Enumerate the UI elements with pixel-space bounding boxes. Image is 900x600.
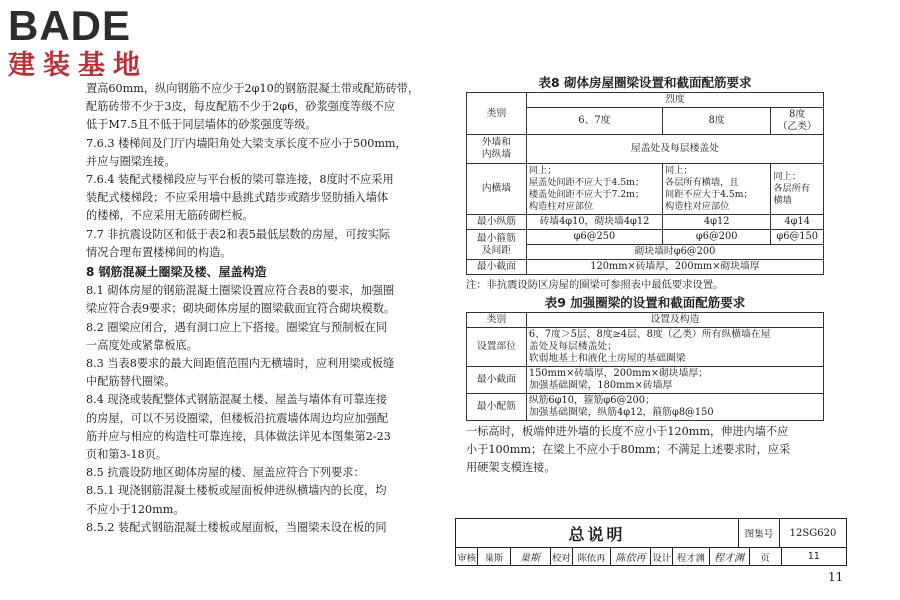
text-line: 7.6.4 装配式楼梯段应与平台板的梁可靠连接，8度时不应采用 [86,173,394,187]
table9 [466,312,824,421]
text-line: 一标高时，板端伸进外墙的长度不应小于120mm，伸进内墙不应 [466,425,789,438]
text-line: 8.2 圈梁应闭合，遇有洞口应上下搭接。圈梁宜与预制板在同 [86,320,388,334]
check-label: 校对 [551,548,573,565]
table-cell: 同上； 各层所有 横墙 [771,164,824,215]
table-header: 烈度 [526,93,823,108]
table-cell: 120mm×砖墙厚，200mm×砌块墙厚 [526,260,823,275]
text-line: 配筋砖带不少于3皮，每皮配筋不少于2φ6，砂浆强度等级不应 [86,100,395,114]
section-heading: 8 钢筋混凝土圈梁及楼、屋盖构造 [86,265,267,280]
table-cell: 砌块墙时φ6@200 [526,245,823,260]
text-line: 页和第3-18页。 [86,448,168,462]
table8 [466,92,824,275]
checker-signature: 陈依再 [611,548,651,565]
text-line: 8.4 现浇或装配整体式钢筋混凝土楼、屋盖与墙体有可靠连接 [86,393,388,407]
text-line: 一高度处或紧靠板底。 [86,338,198,352]
text-line: 8.5.1 现浇钢筋混凝土楼板或屋面板伸进纵横墙内的长度，均 [86,484,387,498]
text-line: 8.3 当表8要求的最大间距值范围内无横墙时，应利用梁或板缝 [86,357,395,371]
table-cell: 4φ14 [771,215,824,230]
reviewer-name: 巢斯 [478,548,510,565]
designer-signature: 程才渊 [710,548,750,565]
text-line: 的房屋，可以不另设圈梁，但楼板沿抗震墙体周边均应加强配 [86,411,389,425]
text-line: 置高60mm，纵向钢筋不应少于2φ10的钢筋混凝土带或配筋砖带， [86,82,420,95]
drawing-title: 总说明 [456,519,739,548]
text-line: 筋并应与相应的构造柱可靠连接，具体做法详见本图集第2-23 [86,429,391,443]
table-cell: 屋盖处及每层楼盖处 [526,135,823,164]
text-line: 不应小于120mm。 [86,502,185,516]
text-line: 7.7 非抗震设防区和低于表2和表5最低层数的房屋，可按实际 [86,227,391,241]
text-line: 情况合理布置楼梯间的构造。 [86,245,232,259]
atlas-label: 图集号 [739,519,780,548]
designer-name: 程才渊 [673,548,709,565]
table-header: 8度 （乙类） [771,108,824,135]
reviewer-signature: 巢斯 [511,548,551,565]
table-cell: φ6@250 [526,230,662,245]
table-cell: 最小箍筋 及间距 [467,230,527,260]
logo-subtitle: 建装基地 [8,50,148,81]
signature-row [456,548,846,565]
text-line: 低于M7.5且不低于同层墙体的砂浆强度等级。 [86,118,317,132]
table-cell: 砖墙4φ10，砌块墙4φ12 [526,215,662,230]
text-line: 8.5.2 装配式钢筋混凝土楼板或屋面板，当圈梁未设在板的同 [86,520,387,534]
page-number: 11 [828,570,844,584]
atlas-number: 12SG620 [780,519,846,548]
brand-logo [8,4,178,84]
table-cell: φ6@150 [771,230,824,245]
text-line: 7.6.3 楼梯间及门厅内墙阳角处大梁支承长度不应小于500mm， [86,136,407,150]
page-value: 11 [807,551,820,562]
table-cell: 纵筋6φ10，箍筋φ6@200； 加强基础圈梁，纵筋4φ12，箍筋φ8@150 [526,394,823,421]
table-cell: 同上； 屋盖处间距不应大于4.5m； 楼盖处间距不应大于7.2m； 构造柱对应部位 [526,164,662,215]
review-label: 审核 [456,548,478,565]
page-label: 页 [750,548,782,565]
table9-title: 表9 加强圈梁的设置和截面配筋要求 [544,295,746,310]
text-line: 并应与圈梁连接。 [86,154,176,168]
table-cell: 最小配筋 [467,394,527,421]
table-cell: 内横墙 [467,164,527,215]
text-line: 装配式楼梯段；不应采用墙中悬挑式踏步或踏步竖肋插入墙体 [86,191,389,205]
text-line: 8.1 砌体房屋的钢筋混凝土圈梁设置应符合表8的要求，加强圈 [86,284,395,298]
table-header: 类别 [467,313,527,328]
table8-note: 注：非抗震设防区房屋的圈梁可参照表中最低要求设置。 [466,279,724,291]
drawing-title-block [455,518,847,566]
table-header: 类别 [467,93,527,135]
table-header: 8度 [663,108,771,135]
table-cell: 最小截面 [467,367,527,394]
table-cell: 4φ12 [663,215,771,230]
table-cell: φ6@200 [663,230,771,245]
text-line: 用硬架支模连接。 [466,461,556,474]
text-line: 的楼梯，不应采用无筋砖砌栏板。 [86,209,254,223]
text-line: 中配筋替代圈梁。 [86,375,176,389]
text-line: 小于100mm；在梁上不应小于80mm；不满足上述要求时，应采 [466,443,791,456]
table-cell: 最小纵筋 [467,215,527,230]
table-cell: 设置部位 [467,328,527,367]
checker-name: 陈依再 [573,548,611,565]
table-header: 6、7度 [526,108,662,135]
table-cell: 外墙和 内纵墙 [467,135,527,164]
table-header: 设置及构造 [526,313,823,328]
right-column [466,74,824,477]
design-label: 设计 [651,548,673,565]
table-cell: 6、7度＞5层、8度≥4层、8度（乙类）所有纵横墙在屋 盖处及每层楼盖处； 软弱地基土和液化土房屋的基础圈梁 [526,328,823,367]
table8-title: 表8 砌体房屋圈梁设置和截面配筋要求 [538,75,752,90]
table-cell: 最小截面 [467,260,527,275]
text-line: 梁应符合表9要求；砌块砌体房屋的圈梁截面宜符合砌块模数。 [86,302,396,316]
table-cell: 同上； 各层所有横墙，且 间距不应大于4.5m； 构造柱对应部位 [663,164,771,215]
logo-wordmark: BADE [8,2,132,49]
left-text-column [86,80,441,537]
text-line: 8.5 抗震设防地区砌体房屋的楼、屋盖应符合下列要求： [86,466,365,480]
table-cell: 150mm×砖墙厚，200mm×砌块墙厚； 加强基础圈梁，180mm×砖墙厚 [526,367,823,394]
